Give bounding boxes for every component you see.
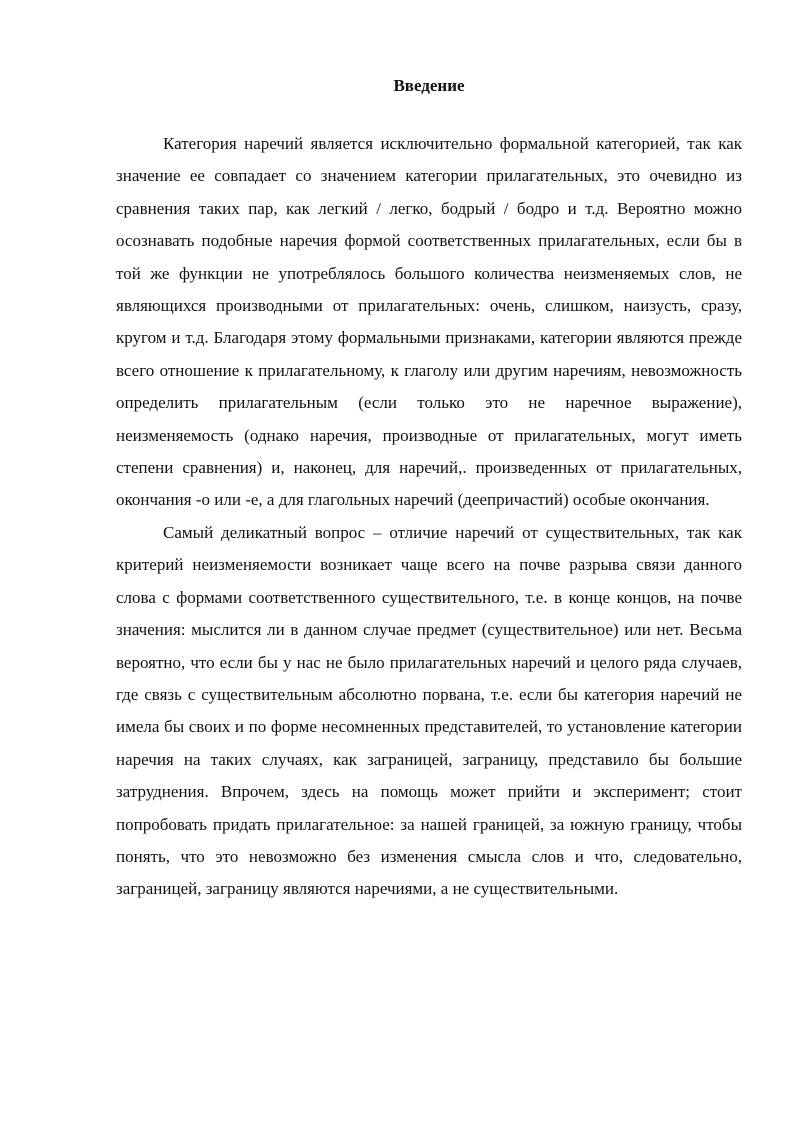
- document-title: Введение: [393, 76, 465, 95]
- paragraph-1: Категория наречий является исключительно формальной категорией, так как значение ее совпадает со значением категории прилагательных, это очевидно из сравнения таких пар, как легкий / легко, бодрый / бодро и т.д. Вероятно можно осознавать подобные наречия формой соответственных прилагательных, если бы в той же функции не употреблялось большого количества неизменяемых слов, не являющихся производными от прилагательных: очень, слишком, наизусть, сразу, кругом и т.д. Благодаря этому формальными признаками, категории являются прежде всего отношение к прилагательному, к глаголу или другим наречиям, невозможность определить прилагательным (если только это не наречное выражение), неизменяемость (однако наречия, производные от прилагательных, могут иметь степени сравнения) и, наконец, для наречий,. произведенных от прилагательных, окончания -о или -е, а для глагольных наречий (деепричастий) особые окончания.: [116, 134, 742, 510]
- paragraph-2: Самый деликатный вопрос – отличие наречий от существительных, так как критерий неизменяемости возникает чаще всего на почве разрыва связи данного слова с формами соответственного существительного, т.е. в конце концов, на почве значения: мыслится ли в данном случае предмет (существительное) или нет. Весьма вероятно, что если бы у нас не было прилагательных наречий и целого ряда случаев, где связь с существительным абсолютно порвана, т.е. если бы категория наречий не имела бы своих и по форме несомненных представителей, то установление категории наречия на таких случаях, как заграницей, заграницу, представило бы большие затруднения. Впрочем, здесь на помощь может прийти и эксперимент; стоит попробовать придать прилагательное: за нашей границей, за южную границу, чтобы понять, что это невозможно без изменения смысла слов и что, следовательно, заграницей, заграницу являются наречиями, а не существительными.: [116, 522, 742, 899]
